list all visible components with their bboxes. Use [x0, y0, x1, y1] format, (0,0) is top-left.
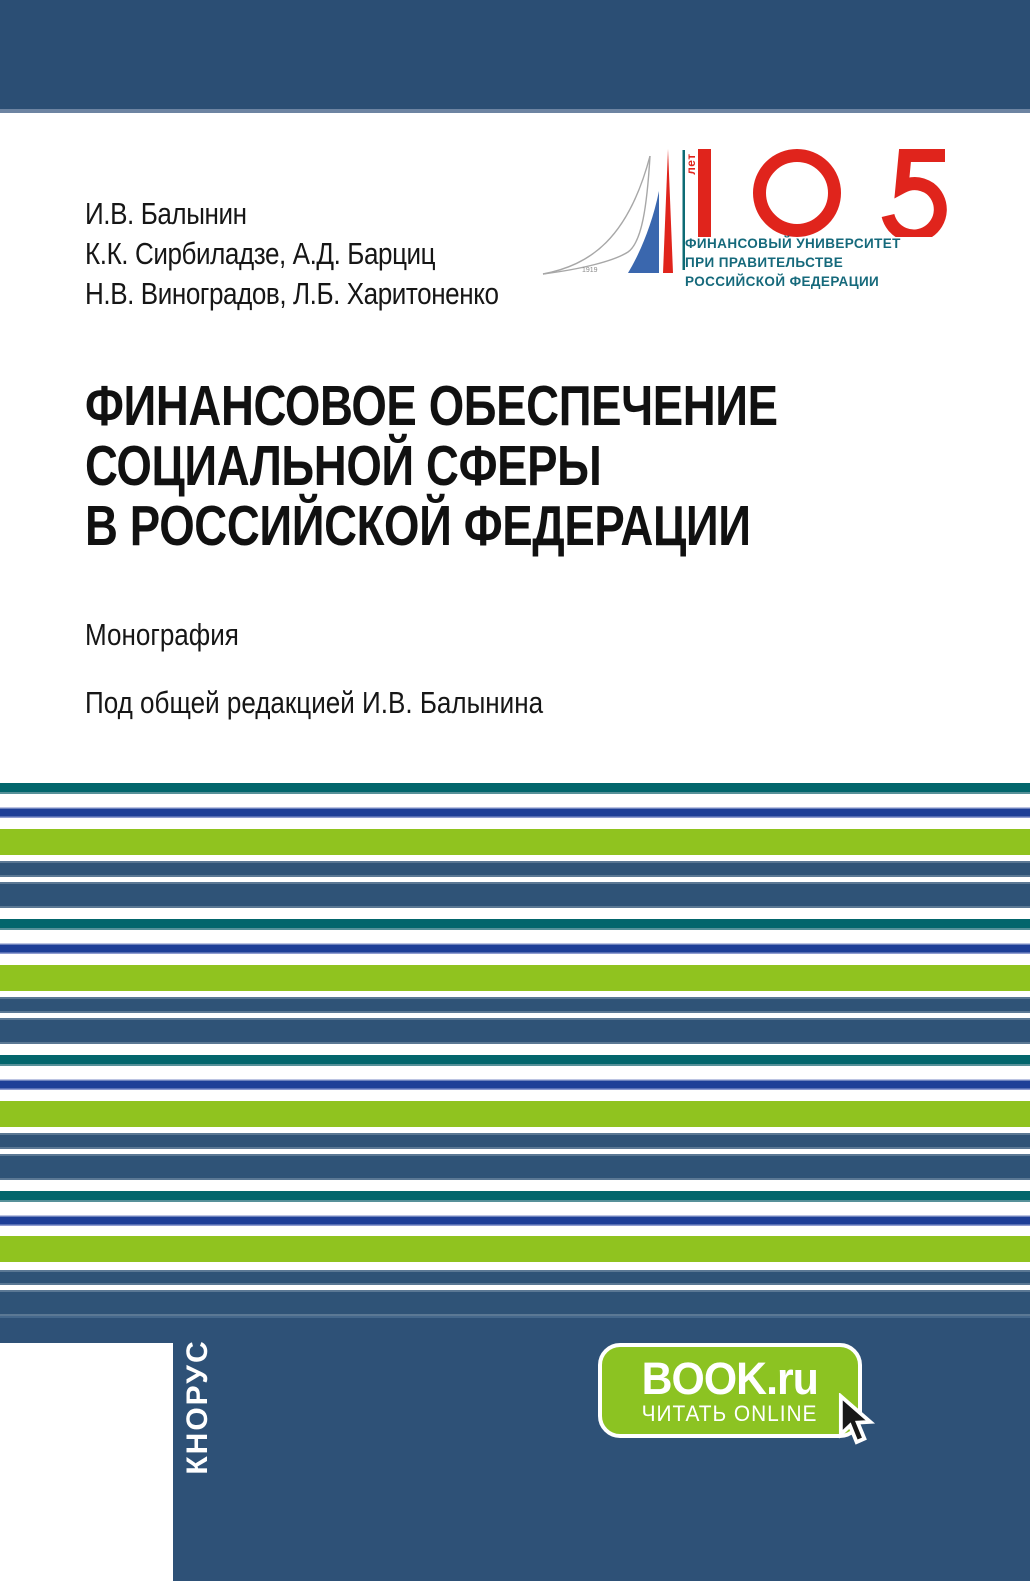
stripe-white [0, 954, 1030, 965]
authors-block [85, 194, 499, 314]
title-line: ФИНАНСОВОЕ ОБЕСПЕЧЕНИЕ [85, 374, 778, 438]
edited-by-line: Под общей редакцией И.В. Балынина [85, 685, 544, 720]
stripe-white [0, 1202, 1030, 1215]
author-line: Н.В. Виноградов, Л.Б. Харитоненко [85, 276, 499, 311]
stripe-slate [0, 861, 1030, 877]
red-mast-shape [663, 149, 673, 273]
stripe-white [0, 1262, 1030, 1270]
stripe-slate [0, 1290, 1030, 1316]
stripe-green [0, 965, 1030, 991]
author-line: И.В. Балынин [85, 196, 247, 231]
anniversary-105-icon [698, 149, 948, 237]
university-name-line: РОССИЙСКОЙ ФЕДЕРАЦИИ [685, 274, 880, 289]
title-line: СОЦИАЛЬНОЙ СФЕРЫ [85, 434, 602, 498]
founded-year-label: 1919 [582, 267, 598, 274]
corner-cutout [0, 1343, 173, 1581]
stripe-navy [0, 807, 1030, 818]
stripe-white [0, 930, 1030, 943]
stripe-navy [0, 1215, 1030, 1226]
stripe-white [0, 1226, 1030, 1236]
stripe-pattern [0, 783, 1030, 1316]
university-name-block [685, 234, 901, 291]
bookru-subtitle: ЧИТАТЬ ONLINE [642, 1400, 818, 1426]
university-name-line: ФИНАНСОВЫЙ УНИВЕРСИТЕТ [685, 236, 901, 251]
stripe-slate [0, 1154, 1030, 1180]
author-line: К.К. Сирбиладзе, А.Д. Барциц [85, 236, 436, 271]
stripe-white [0, 1044, 1030, 1055]
top-band [0, 0, 1030, 113]
stripe-slate [0, 1018, 1030, 1044]
university-logo [540, 143, 970, 298]
stripe-teal [0, 1055, 1030, 1066]
stripe-teal [0, 1191, 1030, 1202]
title-line: В РОССИЙСКОЙ ФЕДЕРАЦИИ [85, 494, 751, 558]
subtitle-monograph: Монография [85, 617, 239, 652]
stripe-slate [0, 1270, 1030, 1285]
bookru-title: BOOK.ru [641, 1352, 819, 1404]
stripe-navy [0, 1079, 1030, 1090]
book-title [85, 376, 778, 556]
stripe-white [0, 1090, 1030, 1101]
stripe-green [0, 1101, 1030, 1127]
cursor-icon [838, 1393, 876, 1447]
university-name-line: ПРИ ПРАВИТЕЛЬСТВЕ [685, 255, 844, 270]
stripe-slate [0, 1133, 1030, 1149]
stripe-white [0, 1066, 1030, 1079]
stripe-white [0, 908, 1030, 919]
anniversary-let-label: лет [684, 153, 698, 175]
stripe-white [0, 794, 1030, 807]
stripe-teal [0, 783, 1030, 794]
stripe-green [0, 829, 1030, 855]
stripe-slate [0, 997, 1030, 1013]
stripe-green [0, 1236, 1030, 1262]
stripe-navy [0, 943, 1030, 954]
stripe-slate [0, 882, 1030, 908]
publisher-logo: КНОРУС [181, 1339, 214, 1475]
sail-emblem-icon [540, 143, 690, 283]
bookru-badge[interactable] [598, 1343, 862, 1438]
stripe-teal [0, 919, 1030, 930]
stripe-white [0, 1180, 1030, 1191]
stripe-white [0, 818, 1030, 829]
